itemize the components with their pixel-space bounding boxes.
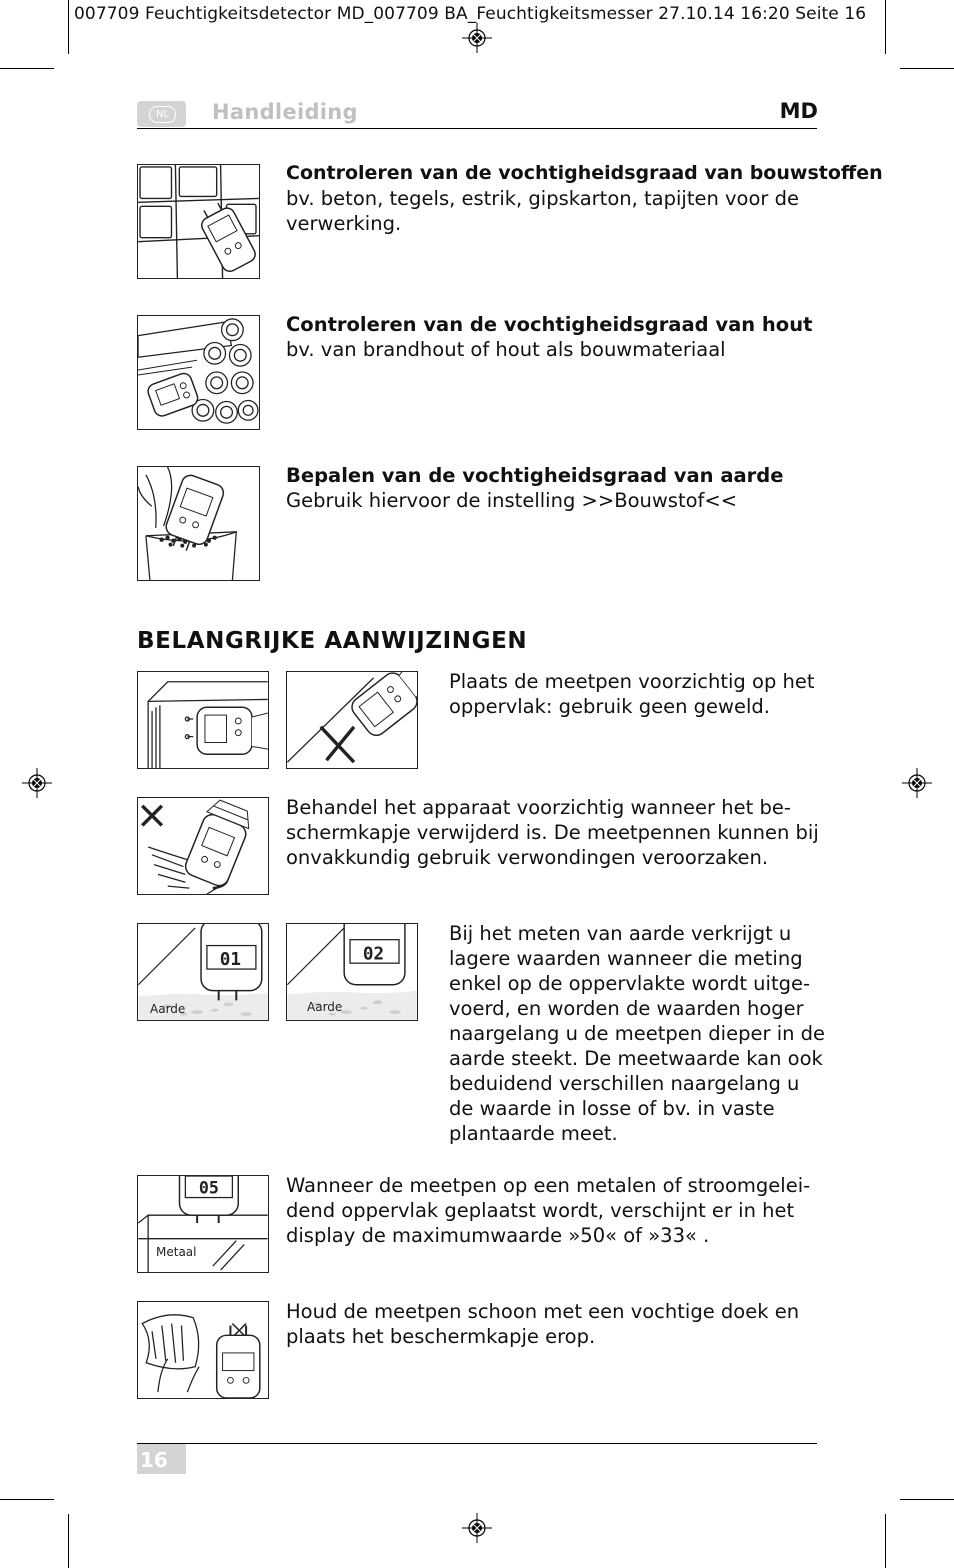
- section-title: BELANGRIJKE AANWIJZINGEN: [137, 628, 528, 654]
- crop-mark: [900, 1499, 954, 1500]
- display-reading: 05: [198, 1178, 219, 1198]
- note-soil-measurement: Bij het meten van aarde verkrijgt u lagere waarden wanneer die meting enkel op de oppervlakte wordt uitge- voerd, en worden de waarden hoger naargelang u de meetpen dieper in de aarde steekt. De meetwaarde kan ook beduidend verschillen naargelang u de waarde in losse of bv. in vaste plantaarde meet.: [449, 922, 826, 1145]
- crop-mark: [68, 0, 69, 54]
- soil-label: Aarde: [150, 1002, 186, 1016]
- registration-mark-icon: [22, 768, 52, 798]
- crop-mark: [885, 0, 886, 54]
- crop-mark: [68, 1514, 69, 1568]
- note-metal: Wanneer de meetpen op een metalen of stroomgelei- dend oppervlak geplaatst wordt, verschijnt er in het display de maximumwaarde »50« of »33« .: [286, 1174, 811, 1247]
- figure-hand-injury: [137, 797, 269, 895]
- registration-mark-icon: [462, 1513, 492, 1543]
- figure-gentle-placement: [137, 671, 269, 769]
- product-code: MD: [779, 99, 818, 123]
- use-aarde: Bepalen van de vochtigheidsgraad van aarde Gebruik hiervoor de instelling >>Bouwstof<<: [286, 464, 784, 512]
- registration-mark-icon: [902, 768, 932, 798]
- note-placement: Plaats de meetpen voorzichtig op het oppervlak: gebruik geen geweld.: [449, 670, 815, 718]
- display-reading: 01: [219, 950, 242, 971]
- crop-mark: [885, 1514, 886, 1568]
- note-cleaning: Houd de meetpen schoon met een vochtige doek en plaats het beschermkapje erop.: [286, 1300, 800, 1348]
- soil-label: Aarde: [307, 1000, 343, 1014]
- figure-cleaning: [137, 1301, 269, 1399]
- use-bouwstoffen: Controleren van de vochtigheidsgraad van bouwstoffen bv. beton, tegels, estrik, gipskarton, tapijten voor de verwerking.: [286, 162, 883, 235]
- header-rule: [137, 128, 817, 129]
- figure-tiles: [137, 164, 260, 279]
- display-reading: 02: [362, 944, 385, 965]
- registration-mark-icon: [462, 23, 492, 53]
- print-slug: 007709 Feuchtigkeitsdetector MD_007709 BA_Feuchtigkeitsmesser 27.10.14 16:20 Seite 16: [74, 4, 867, 24]
- language-badge: NL: [137, 101, 186, 127]
- header-title: Handleiding: [212, 100, 358, 124]
- figure-soil-surface: [137, 923, 269, 1021]
- footer-rule: [137, 1443, 817, 1444]
- figure-no-force: [286, 671, 418, 769]
- figure-wood: [137, 315, 260, 430]
- crop-mark: [0, 68, 54, 69]
- crop-mark: [0, 1499, 54, 1500]
- figure-metal-surface: [137, 1175, 269, 1273]
- figure-soil-deep: [286, 923, 418, 1021]
- page-number-badge: 16: [137, 1444, 186, 1474]
- crop-mark: [900, 68, 954, 69]
- metal-label: Metaal: [156, 1245, 197, 1259]
- figure-soil-pot: [137, 466, 260, 581]
- note-careful-handling: Behandel het apparaat voorzichtig wanneer het be- schermkapje verwijderd is. De meetpennen kunnen bij onvakkundig gebruik verwondingen veroorzaken.: [286, 796, 819, 869]
- use-hout: Controleren van de vochtigheidsgraad van hout bv. van brandhout of hout als bouwmateriaal: [286, 313, 813, 361]
